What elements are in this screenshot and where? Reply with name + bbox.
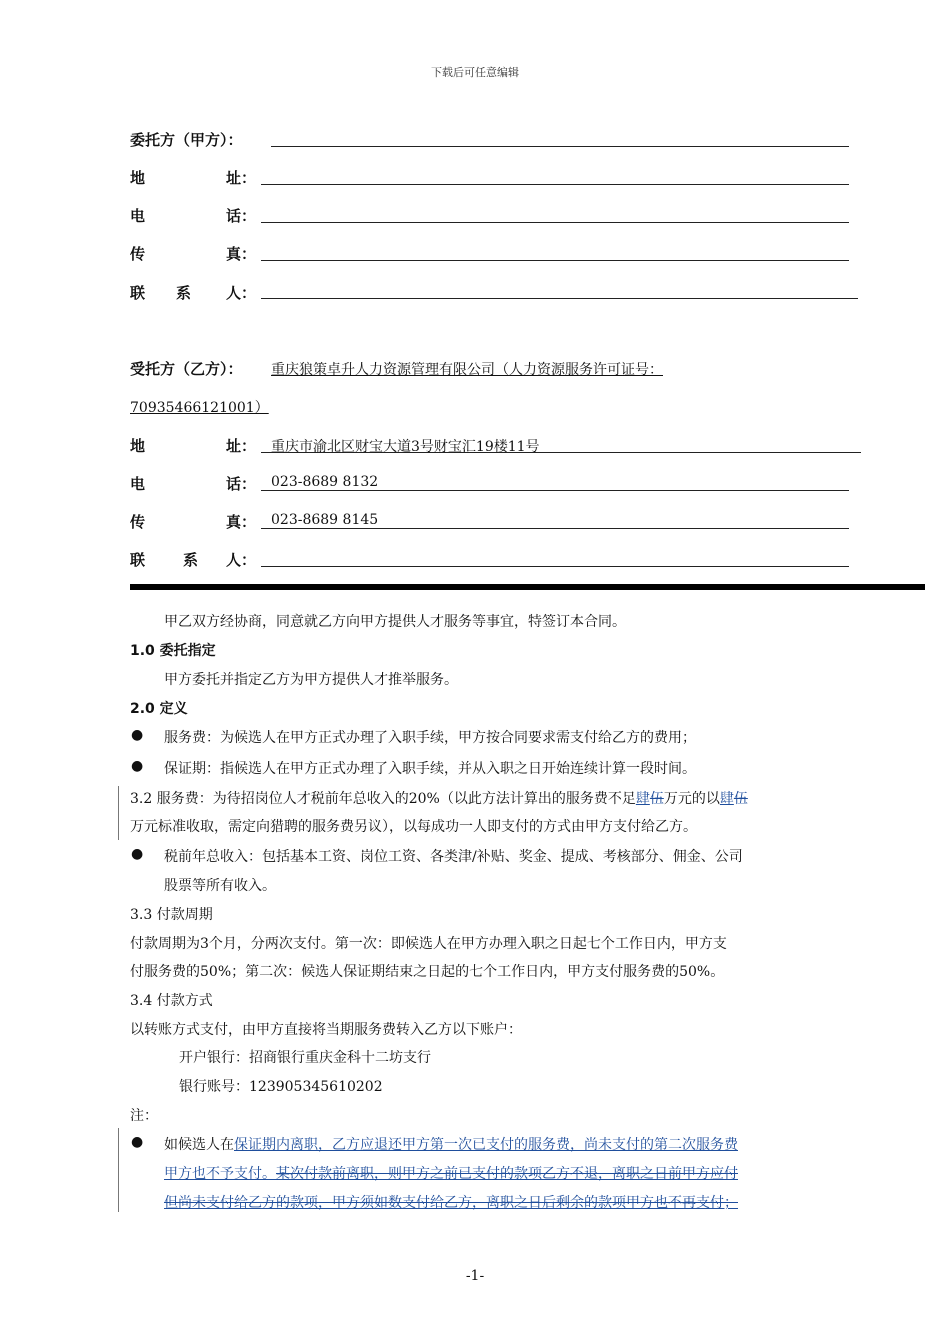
- inserted-text: 保证期内离职，乙方应退还甲方第一次已支付的服务费，尚未支付: [234, 1137, 640, 1153]
- section-1-text: 甲方委托并指定乙方为甲方提供人才推举服务。: [164, 672, 458, 688]
- agent-title: 受托方（乙方）：: [130, 360, 243, 378]
- bullet-annual-income-line-2: 股票等所有收入。: [164, 878, 276, 894]
- section-3-3-title: 3.3 付款周期: [130, 907, 213, 923]
- agent-fax-line: [261, 528, 849, 529]
- revision-line-1: [164, 1135, 738, 1155]
- inserted-text: 甲方也不予支付。: [164, 1166, 276, 1182]
- agent-contact-label-a: 联: [130, 551, 146, 569]
- bullet-service-fee: 服务费：为候选人在甲方正式办理了入职手续，甲方按合同要求需支付给乙方的费用；: [164, 730, 696, 746]
- bullet-dot: ●: [131, 1134, 144, 1150]
- section-3-2-line-2: 万元标准收取，需定向猎聘的服务费另议），以每成功一人即支付的方式由甲方支付给乙方。: [130, 819, 697, 835]
- header-note: 下载后可任意编辑: [431, 66, 519, 79]
- client-fax-label-a: 传: [130, 245, 146, 263]
- deleted-text: 但尚未支付给乙方的款项，甲方须如数支付给乙方，离职之日后剩余的款项甲方也不再支付；: [164, 1195, 738, 1211]
- agent-fax-label-b: 真：: [226, 513, 257, 531]
- agent-address-value: 重庆市渝北区财宝大道3号财宝汇19楼11号: [271, 439, 540, 455]
- revision-line-2: [164, 1164, 738, 1184]
- bullet-dot: ●: [131, 758, 144, 774]
- agent-phone-line: [261, 490, 849, 491]
- note-text: 如候选人在: [164, 1137, 234, 1153]
- client-phone-line[interactable]: [261, 222, 849, 223]
- bullet-dot: ●: [131, 727, 144, 743]
- bank-name: 开户银行：招商银行重庆金科十二坊支行: [179, 1050, 431, 1066]
- bullet-annual-income-line-1: 税前年总收入：包括基本工资、岗位工资、各类津/补贴、奖金、提成、考核部分、佣金、公司: [164, 849, 743, 865]
- inserted-text: 的第二次服务费: [640, 1137, 738, 1153]
- bullet-dot: ●: [131, 846, 144, 862]
- section-3-2-text: 万元的以: [663, 791, 720, 807]
- client-address-label-a: 地: [130, 169, 146, 187]
- section-1-title: 1.0 委托指定: [130, 643, 216, 659]
- agent-address-label-a: 地: [130, 437, 146, 455]
- client-fax-label-b: 真：: [226, 245, 257, 263]
- agent-contact-label-m: 系: [183, 551, 199, 569]
- section-3-3-line-2: 付服务费的50%；第二次：候选人保证期结束之日起的七个工作日内，甲方支付服务费的50%。: [130, 964, 725, 980]
- client-address-line[interactable]: [261, 184, 849, 185]
- section-3-2-text: 3.2 服务费：为待招岗位人才税前年总收入的20%（以此方法计算出的服务费不足: [130, 791, 636, 807]
- section-divider: [130, 584, 925, 590]
- agent-fax-value: 023-8689 8145: [271, 512, 379, 528]
- revision-change-bar: [118, 1128, 119, 1212]
- client-contact-label-m: 系: [176, 284, 192, 302]
- agent-fax-label-a: 传: [130, 513, 146, 531]
- bank-account: 银行账号：123905345610202: [179, 1079, 383, 1095]
- section-2-title: 2.0 定义: [130, 701, 188, 717]
- agent-phone-label-b: 话：: [226, 475, 257, 493]
- deleted-text: 伍: [733, 791, 748, 807]
- client-contact-line[interactable]: [261, 298, 858, 299]
- client-address-label-b: 址：: [226, 169, 257, 187]
- agent-phone-value: 023-8689 8132: [271, 474, 379, 490]
- deleted-text: 某次付款前离职，则甲方之前已支付的款项乙方不退，离职之日前甲方应付: [276, 1166, 738, 1182]
- deleted-text: 伍: [649, 791, 664, 807]
- agent-address-line: [261, 452, 861, 453]
- note-label: 注：: [130, 1108, 158, 1124]
- client-contact-label-a: 联: [130, 284, 146, 302]
- section-3-2-line-1: [130, 789, 748, 809]
- agent-contact-label-b: 人：: [226, 551, 257, 569]
- client-title: 委托方（甲方）：: [130, 131, 243, 149]
- client-name-line[interactable]: [271, 146, 849, 147]
- intro-paragraph: 甲乙双方经协商，同意就乙方向甲方提供人才服务等事宜，特签订本合同。: [164, 614, 626, 630]
- section-3-4-title: 3.4 付款方式: [130, 993, 213, 1009]
- agent-phone-label-a: 电: [130, 475, 146, 493]
- client-fax-line[interactable]: [261, 260, 849, 261]
- client-phone-label-a: 电: [130, 207, 146, 225]
- section-3-4-line-1: 以转账方式支付，由甲方直接将当期服务费转入乙方以下账户：: [130, 1022, 522, 1038]
- agent-name: 重庆狼策卓升人力资源管理有限公司（人力资源服务许可证号：: [271, 362, 663, 378]
- inserted-text: 肆: [719, 791, 734, 807]
- page-number: -1-: [465, 1268, 485, 1284]
- agent-license: 70935466121001）: [130, 400, 269, 416]
- agent-address-label-b: 址：: [226, 437, 257, 455]
- bullet-guarantee-period: 保证期：指候选人在甲方正式办理了入职手续，并从入职之日开始连续计算一段时间。: [164, 761, 696, 777]
- revision-change-bar: [118, 786, 119, 840]
- client-phone-label-b: 话：: [226, 207, 257, 225]
- section-3-3-line-1: 付款周期为3个月，分两次支付。第一次：即候选人在甲方办理入职之日起七个工作日内，甲方支: [130, 936, 727, 952]
- agent-contact-line[interactable]: [261, 566, 849, 567]
- client-contact-label-b: 人：: [226, 284, 257, 302]
- revision-line-3: [164, 1193, 738, 1213]
- inserted-text: 肆: [635, 791, 650, 807]
